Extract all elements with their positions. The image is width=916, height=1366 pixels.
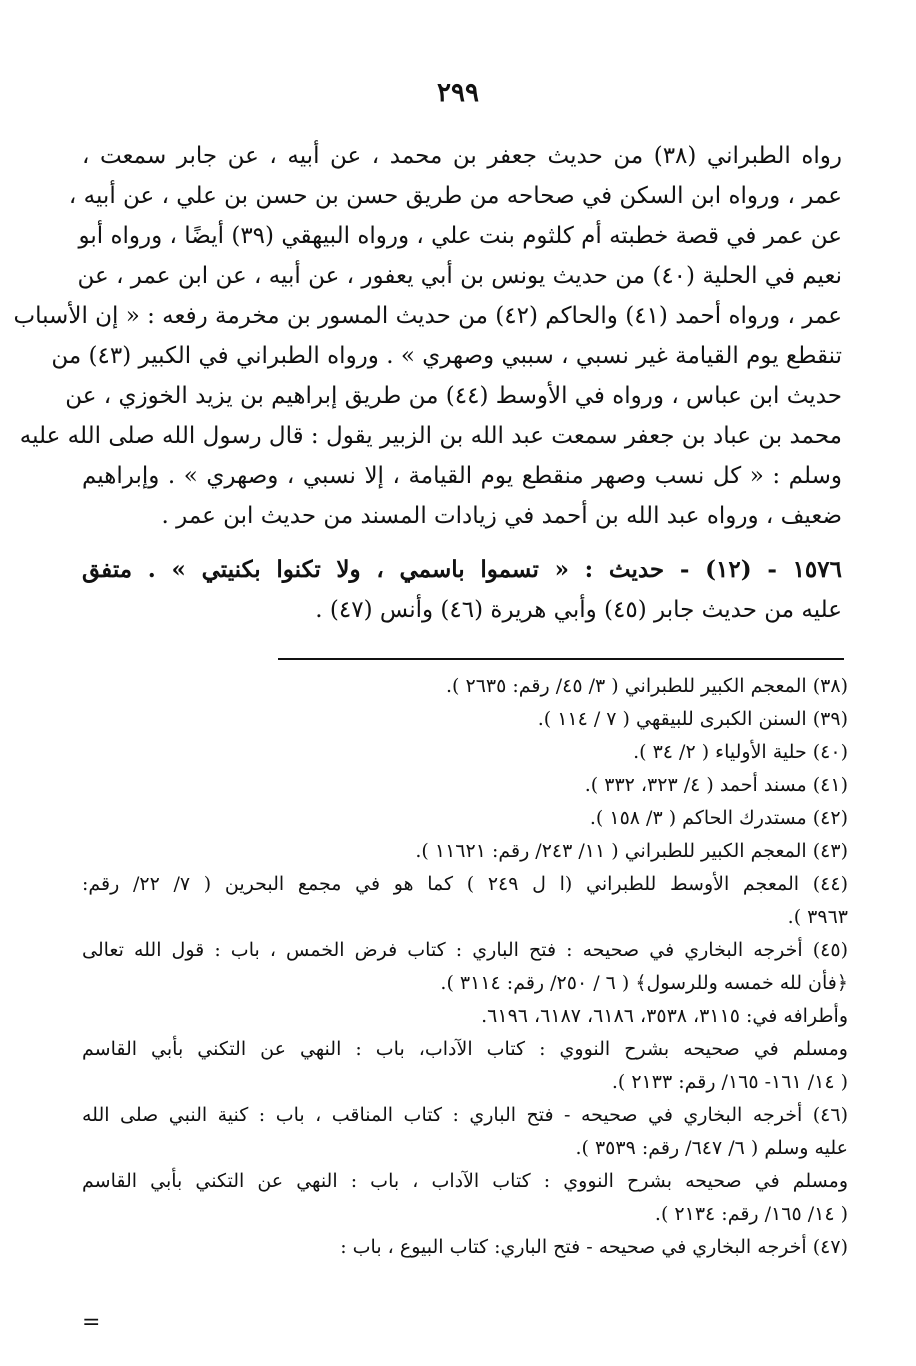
text-line: عمر ، ورواه أحمد (٤١) والحاكم (٤٢) من حديث المسور بن مخرمة رفعه : « إن الأسباب	[13, 303, 842, 329]
text-line: رواه الطبراني (٣٨) من حديث جعفر بن محمد ، عن أبيه ، عن جابر سمعت ،	[82, 143, 842, 169]
footnote-line: (٤٢) مستدرك الحاكم ( ٣/ ١٥٨ ).	[589, 807, 848, 829]
text-line: تنقطع يوم القيامة غير نسبي ، سببي وصهري » . ورواه الطبراني في الكبير (٤٣) من	[51, 343, 842, 369]
text-line: وسلم : « كل نسب وصهر منقطع يوم القيامة ، إلا نسبي ، وصهري » . وإبراهيم	[82, 463, 842, 489]
text-line: عن عمر في قصة خطبته أم كلثوم بنت علي ، ورواه البيهقي (٣٩) أيضًا ، ورواه أبو	[78, 223, 842, 249]
footnotes	[82, 670, 848, 1264]
commentary-paragraph	[13, 136, 842, 536]
footnote-line: (٤١) مسند أحمد ( ٤/ ٣٢٣، ٣٣٢ ).	[584, 774, 848, 796]
footnote-line: عليه وسلم ( ٦/ ٦٤٧/ رقم: ٣٥٣٩ ).	[575, 1137, 848, 1159]
hadith-entry	[82, 550, 842, 630]
text-line: نعيم في الحلية (٤٠) من حديث يونس بن أبي يعفور ، عن أبيه ، عن ابن عمر ، عن	[77, 263, 842, 289]
footnote-line: (٤٠) حلية الأولياء ( ٢/ ٣٤ ).	[633, 741, 848, 763]
hadith-line: عليه من حديث جابر (٤٥) وأبي هريرة (٤٦) وأنس (٤٧) .	[315, 597, 842, 623]
text-line: ضعيف ، ورواه عبد الله بن أحمد في زيادات المسند من حديث ابن عمر .	[161, 503, 842, 529]
footnote-line: (٤٥) أخرجه البخاري في صحيحه : فتح الباري : كتاب فرض الخمس ، باب : قول الله تعالى	[82, 939, 848, 961]
page-number: ٢٩٩	[437, 78, 479, 108]
footnote-line: (٣٩) السنن الكبرى للبيقهي ( ٧ / ١١٤ ).	[537, 708, 848, 730]
footnote-line: ﴿فأن لله خمسه وللرسول﴾ ( ٦ / ٢٥٠/ رقم: ٣١١٤ ).	[440, 972, 848, 994]
footnote-line: ( ١٤/ ١٦١- ١٦٥/ رقم: ٢١٣٣ ).	[611, 1071, 848, 1093]
footnote-line: (٤٧) أخرجه البخاري في صحيحه - فتح الباري: كتاب البيوع ، باب :	[340, 1236, 848, 1258]
footnote-line: ومسلم في صحيحه بشرح النووي : كتاب الآداب ، باب : النهي عن التكني بأبي القاسم	[82, 1170, 848, 1192]
footnote-line: ومسلم في صحيحه بشرح النووي : كتاب الآداب، باب : النهي عن التكني بأبي القاسم	[82, 1038, 848, 1060]
text-line: حديث ابن عباس ، ورواه في الأوسط (٤٤) من طريق إبراهيم بن يزيد الخوزي ، عن	[65, 383, 842, 409]
footnote-divider	[278, 658, 844, 660]
continuation-mark: =	[82, 1310, 101, 1335]
main-text	[13, 136, 842, 630]
footnote-line: ( ١٤/ ١٦٥/ رقم: ٢١٣٤ ).	[654, 1203, 848, 1225]
hadith-line: ١٥٧٦ - (١٢) - حديث : « تسموا باسمي ، ولا تكنوا بكنيتي » . متفق	[82, 556, 842, 583]
footnote-line: (٤٣) المعجم الكبير للطبراني ( ١١/ ٢٤٣/ رقم: ١١٦٢١ ).	[415, 840, 848, 862]
footnote-line: (٤٤) المعجم الأوسط للطبراني (ا ل ٢٤٩ ) كما هو في مجمع البحرين ( ٧/ ٢٢/ رقم:	[82, 873, 848, 895]
footnote-line: (٤٦) أخرجه البخاري في صحيحه - فتح الباري : كتاب المناقب ، باب : كنية النبي صلى الله	[82, 1104, 848, 1126]
footnote-line: وأطرافه في: ٣١١٥، ٣٥٣٨، ٦١٨٦، ٦١٨٧، ٦١٩٦.	[481, 1005, 848, 1027]
text-line: محمد بن عباد بن جعفر سمعت عبد الله بن الزبير يقول : قال رسول الله صلى الله عليه	[19, 423, 842, 449]
paragraph-gap	[82, 536, 842, 550]
text-line: عمر ، ورواه ابن السكن في صحاحه من طريق حسن بن حسن بن علي ، عن أبيه ،	[68, 183, 842, 209]
footnote-line: ٣٩٦٣ ).	[787, 906, 848, 928]
footnote-line: (٣٨) المعجم الكبير للطبراني ( ٣/ ٤٥/ رقم: ٢٦٣٥ ).	[445, 675, 848, 697]
